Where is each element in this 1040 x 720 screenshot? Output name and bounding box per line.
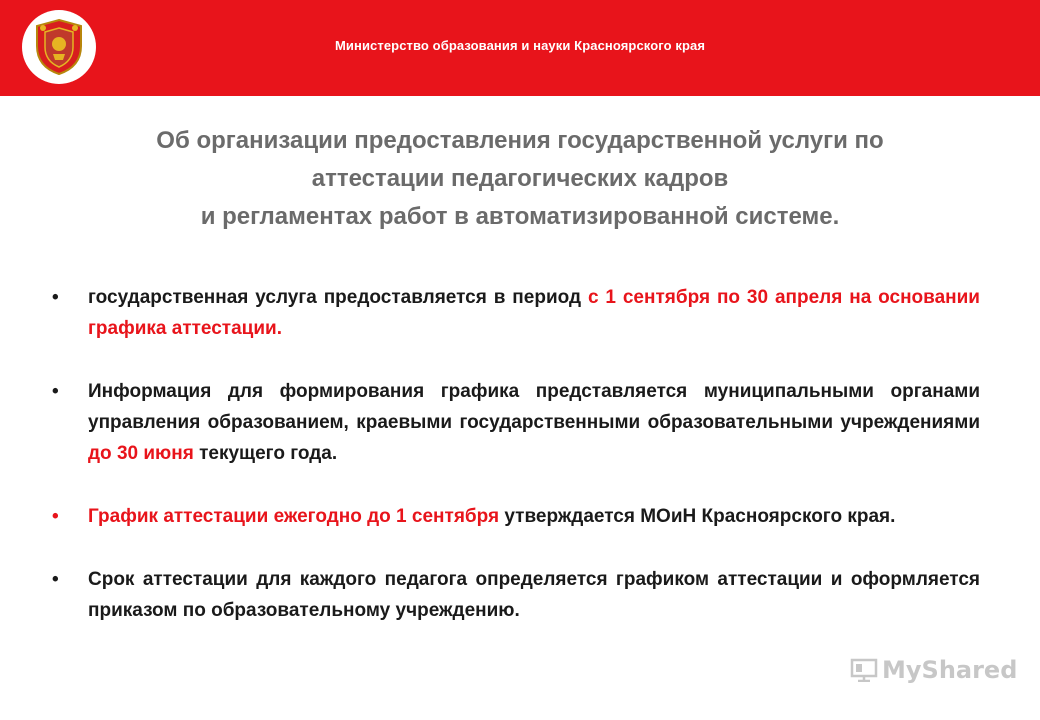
watermark <box>850 656 1017 684</box>
bullet-item-attestation-term <box>52 564 980 626</box>
bullet-highlight: с 1 сентября по 30 апреля на основании графика аттестации. <box>88 287 980 339</box>
bullet-marker: • <box>52 381 59 402</box>
bullet-item-schedule-info <box>52 376 980 469</box>
bullet-text: государственная услуга предоставляется в период <box>88 287 588 308</box>
bullet-marker: • <box>52 287 59 308</box>
projector-icon <box>850 658 878 682</box>
bullet-list <box>52 282 980 658</box>
bullet-marker: • <box>52 569 59 590</box>
bullet-text: Срок аттестации для каждого педагога определяется графиком аттестации и оформляется приказом по образовательному учреждению. <box>88 569 980 621</box>
bullet-text: утверждается МОиН Красноярского края. <box>499 506 896 527</box>
bullet-item-schedule-approval <box>52 501 980 532</box>
ministry-name: Министерство образования и науки Красноярского края <box>334 38 706 53</box>
bullet-highlight: График аттестации ежегодно до 1 сентября <box>88 506 500 527</box>
title-line-1: Об организации предоставления государственной услуги по <box>156 127 884 154</box>
bullet-marker: • <box>52 506 59 527</box>
bullet-text-tail: текущего года. <box>193 443 338 464</box>
bullet-text: Информация для формирования графика представляется муниципальными органами управления образованием, краевыми государственными образовательными учреждениями <box>88 381 980 433</box>
watermark-text: MyShared <box>882 656 1018 684</box>
title-line-3: и регламентах работ в автоматизированной системе. <box>200 203 840 230</box>
header-band <box>0 0 1040 96</box>
title-line-2: аттестации педагогических кадров <box>311 165 729 192</box>
slide-title <box>40 122 1000 236</box>
bullet-highlight: до 30 июня <box>88 443 194 464</box>
bullet-item-service-period <box>52 282 980 344</box>
